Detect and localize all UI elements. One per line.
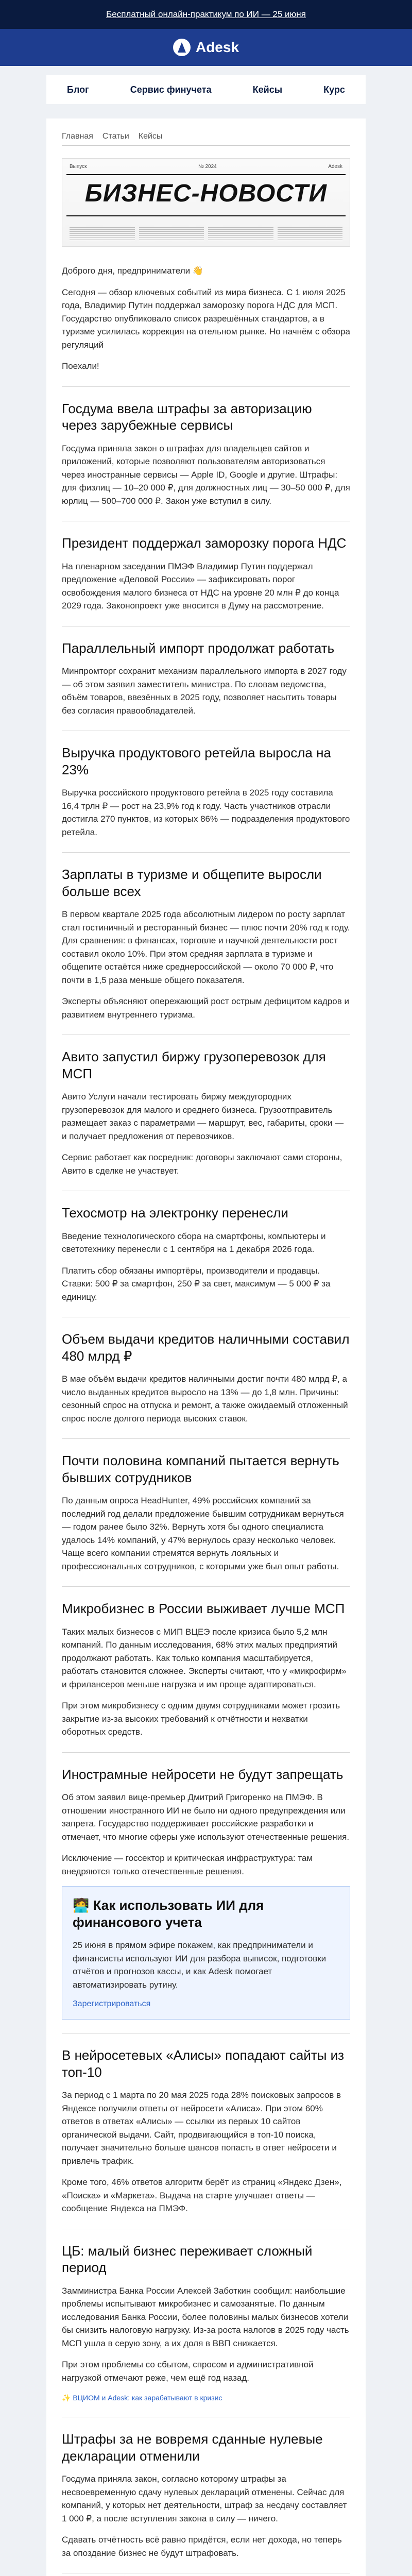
- section-body: Замминистра Банка России Алексей Заботкин сообщил: наибольшие проблемы испытывают микробизнес и самозанятые. По данным исследования Банка России, более половины малых бизнесов хотели бы снизить налоговую нагрузку. Из-за роста налогов в 2025 году часть МСП ушла в серую зону, а их доля в ВВП снижается.: [62, 2285, 349, 2348]
- adesk-logo-icon: [173, 39, 191, 56]
- section-divider: [62, 1586, 350, 1587]
- hero-tiny-1: Выпуск: [70, 164, 87, 170]
- intro-lets-go: Поехали!: [62, 361, 99, 371]
- hero-banner: [62, 158, 350, 247]
- news-section: [62, 2431, 350, 2560]
- section-body: На пленарном заседании ПМЭФ Владимир Путин поддержал предложение «Деловой России» — зафиксировать порог освобождения малого бизнеса от НДС на уровне 20 млн ₽ до конца 2029 года. Законопроект уже вносится в Думу на рассмотрение.: [62, 561, 339, 611]
- brand-header: [0, 29, 412, 66]
- section-title: Авито запустил биржу грузоперевозок для МСП: [62, 1049, 326, 1081]
- section-body-extra: Кроме того, 46% ответов алгоритм берёт из страниц «Яндекс Дзен», «Поиска» и «Маркета». Выдача на старте улучшает ответы — сообщение Яндекса на ПМЭФ.: [62, 2177, 342, 2213]
- news-section: [62, 640, 350, 718]
- section-body: Авито Услуги начали тестировать биржу междугородних грузоперевозок для малого и среднего бизнеса. Грузоотправитель размещает заказ с параметрами — маршрут, вес, габариты, сроки — и получает предложения от перевозчиков.: [62, 1092, 344, 1141]
- news-section: [62, 866, 350, 1021]
- tab-articles[interactable]: Статьи: [102, 132, 129, 141]
- news-section: [62, 744, 350, 839]
- news-sections: [62, 386, 350, 2576]
- section-body: Об этом заявил вице-премьер Дмитрий Григоренко на ПМЭФ. В отношении иностранного ИИ не было ни одного предупреждения или запрета. Государство поддерживает российские разработки и отмечает, что многие сферы уже используют отечественные решения.: [62, 1792, 350, 1842]
- section-title: Почти половина компаний пытается вернуть бывших сотрудников: [62, 1453, 339, 1485]
- news-section: [62, 2243, 350, 2404]
- section-body-extra: При этом проблемы со сбытом, спросом и административной нагрузкой отмечают реже, чем ещё год назад.: [62, 2360, 314, 2383]
- hero-rule-bottom: [66, 215, 346, 216]
- note-title: 🧑‍💻 Как использовать ИИ для финансового учета: [73, 1897, 264, 1930]
- news-section: [62, 1766, 350, 1878]
- section-body-extra: Платить сбор обязаны импортёры, производители и продавцы. Ставки: 500 ₽ за смартфон, 250 ₽ за свет, максимум — 5 000 ₽ за единицу.: [62, 1265, 331, 1302]
- section-body-extra: Эксперты объясняют опережающий рост острым дефицитом кадров и развитием внутреннего туризма.: [62, 996, 350, 1020]
- tab-home[interactable]: Главная: [62, 132, 93, 141]
- promo-link[interactable]: Бесплатный онлайн-практикум по ИИ — 25 июня: [106, 9, 306, 19]
- section-title: Зарплаты в туризме и общепите выросли больше всех: [62, 867, 322, 899]
- news-section: [62, 1331, 350, 1425]
- hero-tiny-2: № 2024: [198, 164, 217, 170]
- section-divider: [62, 852, 350, 853]
- section-body-extra: Сервис работает как посредник: договоры заключают сами стороны, Авито в сделке не участвует.: [62, 1153, 342, 1176]
- news-section: [62, 1452, 350, 1573]
- main-nav: [46, 75, 366, 104]
- section-body: По данным опроса HeadHunter, 49% российских компаний за последний год делали предложение бывшим сотрудникам вернуться — годом ранее было 32%. Вернуть хотя бы одного специалиста удалось 14% компаний, у 47% вернулось сразу несколько человек. Чаще всего компании стремятся вернуть лояльных и профессиональных сотрудников, с которыми уже был опыт работы.: [62, 1496, 344, 1571]
- hero-tiny-row: [70, 164, 342, 170]
- intro-text: Сегодня — обзор ключевых событий из мира бизнеса. С 1 июля 2025 года, Владимир Путин поддержал заморозку порога НДС для МСП. Государство опубликовало список разрешённых стандартов, а в туризме усилилась коррекция на отельном рынке. Но начнём с обзора регуляций: [62, 287, 350, 350]
- section-title: Параллельный импорт продолжат работать: [62, 640, 335, 656]
- section-title: Госдума ввела штрафы за авторизацию через зарубежные сервисы: [62, 400, 312, 433]
- section-body: За период с 1 марта по 20 мая 2025 года 28% поисковых запросов в Яндексе получили ответы от нейросети «Алиса». При этом 60% ответов в ответах «Алисы» — ссылки из первых 10 сайтов органической выдачи. Сайт, продвигающийся в топ-10 поиска, получает значительно больше шансов попасть в ответ нейросети и привлечь трафик.: [62, 2090, 341, 2166]
- section-body: В мае объём выдачи кредитов наличными достиг почти 480 млрд ₽, а число выданных кредитов выросло на 13% — до 1,8 млн. Причины: сезонный спрос на отпуска и ремонт, а также ожидаемый отложенный спрос после долгого периода высоких ставок.: [62, 1374, 348, 1423]
- hero-tiny-3: Adesk: [328, 164, 342, 170]
- brand-name: Adesk: [195, 39, 239, 55]
- section-title: Техосмотр на электронку перенесли: [62, 1205, 288, 1221]
- section-title: Штрафы за не вовремя сданные нулевые декларации отменили: [62, 2431, 323, 2464]
- tab-cases[interactable]: Кейсы: [138, 132, 163, 141]
- hero-rule-top: [66, 174, 346, 175]
- top-promo-bar: [0, 0, 412, 29]
- nav-item-blog[interactable]: Блог: [67, 84, 89, 95]
- section-body: Минпромторг сохранит механизм параллельного импорта в 2027 году — об этом заявил заместитель министра. По словам ведомства, объём товаров, ввезённых в 2025 году, позволяет насытить товары без согласия правообладателей.: [62, 666, 347, 716]
- section-body-extra: Сдавать отчётность всё равно придётся, если нет дохода, но теперь за опоздание бизнес не будут штрафовать.: [62, 2535, 342, 2558]
- section-divider: [62, 1438, 350, 1439]
- newsletter-card: [46, 118, 366, 2576]
- news-section: [62, 1205, 350, 1303]
- section-body-extra: Исключение — госсектор и критическая инфраструктура: там внедряются только отечественные решения.: [62, 1853, 313, 1876]
- section-divider: [62, 386, 350, 387]
- section-title: Президент поддержал заморозку порога НДС: [62, 535, 347, 551]
- intro-greeting: Доброго дня, предприниматели 👋: [62, 266, 204, 276]
- news-section: [62, 2047, 350, 2215]
- hero-tabs: [62, 132, 350, 146]
- news-section: [62, 1600, 350, 1739]
- section-title: ЦБ: малый бизнес переживает сложный период: [62, 2243, 313, 2275]
- section-title: Инострамные нейросети не будут запрещать: [62, 1766, 344, 1782]
- section-title: Объем выдачи кредитов наличными составил 480 млрд ₽: [62, 1331, 350, 1364]
- section-body: Госдума приняла закон, согласно которому штрафы за несвоевременную сдачу нулевых деклараций отменены. Сейчас для компаний, у которых нет деятельности, штраф за несдачу составляет 1 000 ₽, а после вступления закона в силу — ничего.: [62, 2474, 347, 2523]
- section-body: Таких малых бизнесов с МИП ВЦЕЭ после кризиса было 5,2 млн компаний. По данным исследования, 68% этих малых предприятий продолжают работать. Как только компания масштабируется, работать становится сложнее. Эксперты считают, что у «микрофирм» и фрилансеров меньше нагрузка и им проще адаптироваться.: [62, 1626, 347, 1689]
- hero-title: БИЗНЕС-НОВОСТИ: [84, 180, 328, 207]
- promo-note: [62, 1886, 350, 2020]
- section-body: В первом квартале 2025 года абсолютным лидером по росту зарплат стал гостиничный и ресторанный бизнес — плюс почти 20% год к году. Для сравнения: в финансах, торговле и научной деятельности рост составил около 10%. При этом средняя зарплата в туризме и общепите остаётся ниже среднероссийской — около 70 000 ₽, что почти в 1,5 раза меньше общего показателя.: [62, 909, 350, 985]
- note-link[interactable]: Зарегистрироваться: [73, 1999, 151, 2008]
- note-body: 25 июня в прямом эфире покажем, как предприниматели и финансисты используют ИИ для разбора выписок, подготовки отчётов и прогнозов кассы, и как Adesk помогает автоматизировать рутину.: [73, 1940, 327, 1990]
- section-body: Введение технологического сбора на смартфоны, компьютеры и светотехнику перенесли с 1 сентября на 1 декабря 2026 года.: [62, 1231, 326, 1254]
- section-link[interactable]: ✨ ВЦИОМ и Adesk: как зарабатывают в кризис: [62, 2394, 222, 2402]
- news-section: [62, 1048, 350, 1177]
- section-title: Выручка продуктового ретейла выросла на 23%: [62, 745, 331, 777]
- section-title: В нейросетевых «Алисы» попадают сайты из топ-10: [62, 2047, 345, 2080]
- news-section: [62, 400, 350, 508]
- nav-item-course[interactable]: Курс: [323, 84, 345, 95]
- hero-columns: [70, 227, 342, 240]
- nav-item-finance-service[interactable]: Сервис финучета: [130, 84, 212, 95]
- section-body: Госдума приняла закон о штрафах для владельцев сайтов и приложений, которые позволяют пользователям авторизоваться через иностранные сервисы — Apple ID, Google и другие. Штрафы: для физлиц — 10–20 000 ₽, для должностных лиц — 30–50 000 ₽, для юрлиц — 500–700 000 ₽. Закон уже вступил в силу.: [62, 443, 350, 506]
- news-section: [62, 535, 350, 613]
- section-title: Микробизнес в России выживает лучше МСП: [62, 1601, 345, 1616]
- section-body-extra: При этом микробизнесу с одним двумя сотрудниками может грозить закрытие из-за высоких требований к отчётности и нехватки оборотных средств.: [62, 1701, 340, 1737]
- section-divider: [62, 1752, 350, 1753]
- section-body: Выручка российского продуктового ретейла в 2025 году составила 16,4 трлн ₽ — рост на 23,9% год к году. Часть участников отрасли достигла 270 пунктов, из которых 86% — подразделения продуктового ретейла.: [62, 788, 350, 837]
- nav-item-cases[interactable]: Кейсы: [252, 84, 283, 95]
